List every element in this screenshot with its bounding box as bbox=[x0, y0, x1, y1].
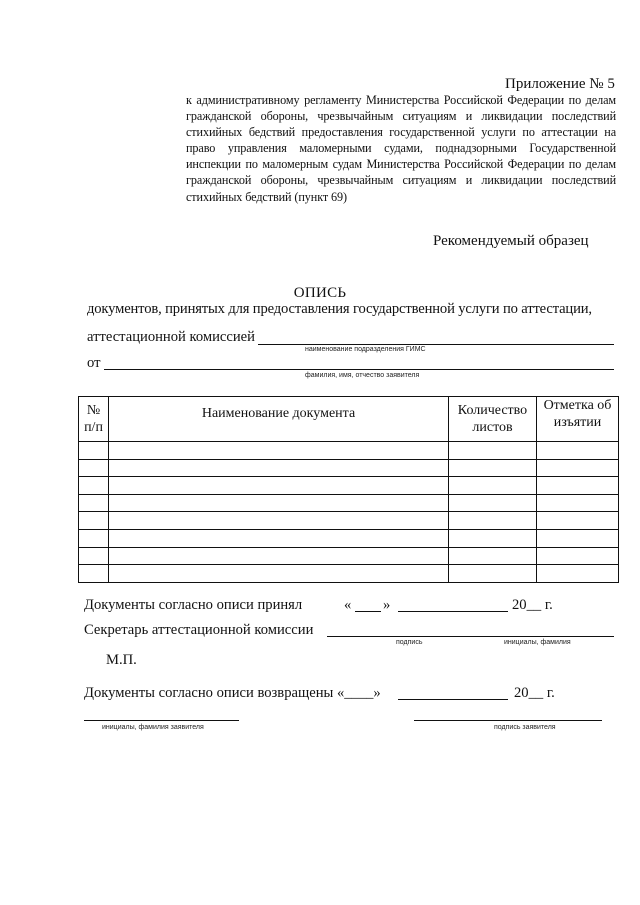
commission-field[interactable] bbox=[258, 344, 614, 345]
table-row[interactable] bbox=[79, 565, 619, 583]
applicant-signature-field[interactable] bbox=[414, 720, 602, 721]
table-row[interactable] bbox=[79, 529, 619, 547]
accepted-quote-open: « bbox=[344, 597, 352, 613]
applicant-name-caption: инициалы, фамилия заявителя bbox=[102, 724, 204, 731]
commission-caption: наименование подразделения ГИМС bbox=[305, 346, 426, 353]
document-subtitle: документов, принятых для предоставления государственной услуги по аттестации, bbox=[87, 301, 592, 317]
appendix-reference-text: к административному регламенту Министерства Российской Федерации по делам гражданской обороны, чрезвычайным ситуациям и ликвидации последствий стихийных бедствий предоставления государственной услуги по аттестации на право управления маломерными судами, поднадзорными Государственной инспекции по маломерным судам Министерства Российской Федерации по делам гражданской обороны, чрезвычайным ситуациям и ликвидации последствий стихийных бедствий (пункт 69) bbox=[186, 93, 616, 204]
applicant-signature-caption: подпись заявителя bbox=[494, 724, 556, 731]
secretary-signature-caption: подпись bbox=[396, 639, 423, 646]
accepted-year: 20__ г. bbox=[512, 597, 553, 613]
from-label: от bbox=[87, 355, 101, 371]
table-row[interactable] bbox=[79, 459, 619, 477]
commission-label: аттестационной комиссией bbox=[87, 329, 255, 345]
accepted-month-field[interactable] bbox=[398, 611, 508, 612]
returned-month-field[interactable] bbox=[398, 699, 508, 700]
secretary-signature-field[interactable] bbox=[327, 636, 614, 637]
table-row[interactable] bbox=[79, 477, 619, 495]
stamp-label: М.П. bbox=[106, 652, 137, 668]
header-sheet-count: Количество листов bbox=[449, 397, 537, 442]
table-row[interactable] bbox=[79, 442, 619, 460]
header-withdrawal-mark: Отметка об изъятии bbox=[537, 397, 619, 442]
header-document-name: Наименование документа bbox=[109, 397, 449, 442]
secretary-name-caption: инициалы, фамилия bbox=[504, 639, 571, 646]
returned-year: 20__ г. bbox=[514, 685, 555, 701]
document-title: ОПИСЬ bbox=[293, 285, 347, 301]
applicant-initials-field[interactable] bbox=[84, 720, 239, 721]
table-row[interactable] bbox=[79, 547, 619, 565]
accepted-text: Документы согласно описи принял bbox=[84, 597, 303, 613]
accepted-quote-close: » bbox=[383, 597, 391, 613]
table-row[interactable] bbox=[79, 494, 619, 512]
secretary-label: Секретарь аттестационной комиссии bbox=[84, 622, 314, 638]
recommended-sample-label: Рекомендуемый образец bbox=[433, 233, 589, 249]
inventory-table bbox=[78, 396, 619, 583]
applicant-name-field[interactable] bbox=[104, 369, 614, 370]
appendix-title: Приложение № 5 bbox=[505, 76, 615, 92]
header-number: № п/п bbox=[79, 397, 109, 442]
accepted-day-field[interactable] bbox=[355, 611, 381, 612]
table-row[interactable] bbox=[79, 512, 619, 530]
returned-text: Документы согласно описи возвращены «____» bbox=[84, 685, 381, 701]
table-header-row bbox=[79, 397, 619, 442]
from-caption: фамилия, имя, отчество заявителя bbox=[305, 372, 420, 379]
